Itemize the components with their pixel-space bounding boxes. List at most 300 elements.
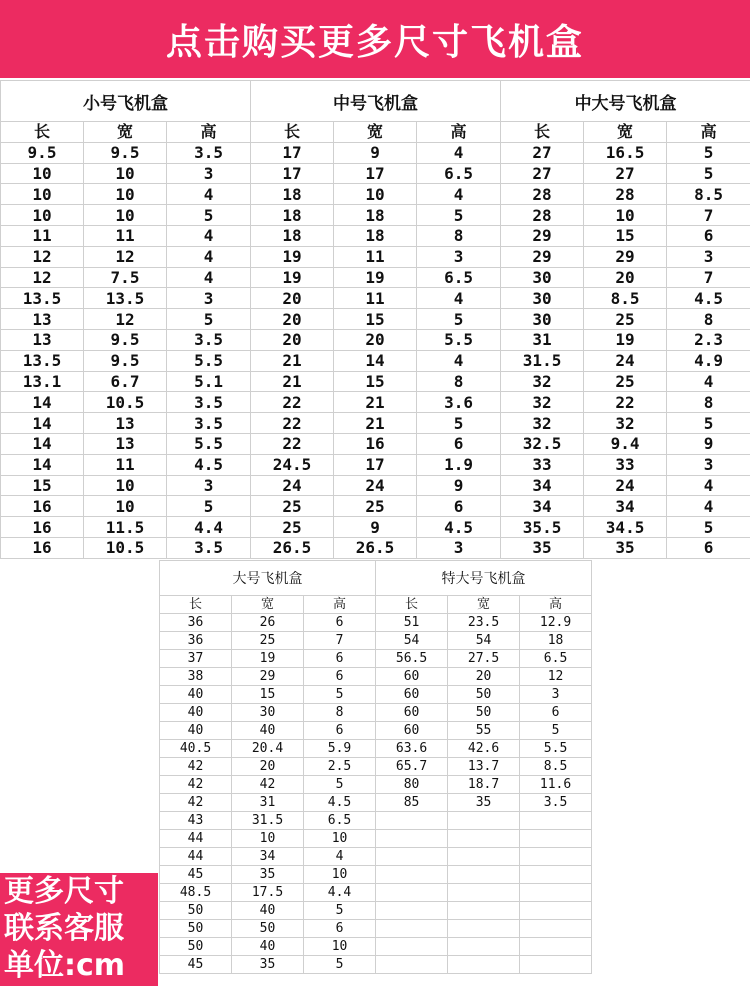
size-cell: 10 [84,184,167,205]
size-cell: 6.7 [84,371,167,392]
size-cell: 35 [232,866,304,884]
size-cell: 3.5 [167,329,251,350]
table-row [1,433,750,454]
size-cell: 32 [584,413,667,434]
size-cell: 5 [304,686,376,704]
size-cell: 4 [417,142,501,163]
size-cell: 35.5 [501,517,584,538]
size-cell: 50 [160,902,232,920]
size-cell: 4 [167,246,251,267]
size-cell: 3.5 [167,537,251,558]
size-cell: 40 [160,704,232,722]
size-cell: 34 [501,496,584,517]
size-cell: 6.5 [417,163,501,184]
size-cell: 18 [251,225,334,246]
size-cell: 60 [376,686,448,704]
size-cell: 5 [417,205,501,226]
size-cell: 11 [334,288,417,309]
table-row [160,614,592,632]
size-cell: 6.5 [520,650,592,668]
size-cell: 2.3 [667,329,750,350]
column-header: 高 [167,122,251,143]
size-cell: 10 [232,830,304,848]
size-cell: 8 [417,225,501,246]
size-cell: 4 [167,267,251,288]
size-cell: 3.5 [167,413,251,434]
size-cell: 16.5 [584,142,667,163]
size-cell: 18 [520,632,592,650]
size-cell: 17 [251,163,334,184]
size-cell: 13 [84,413,167,434]
size-cell: 54 [376,632,448,650]
size-cell: 18 [334,205,417,226]
size-cell: 5.5 [167,350,251,371]
size-cell: 44 [160,848,232,866]
size-cell: 35 [501,537,584,558]
size-cell: 9.4 [584,433,667,454]
size-cell: 30 [232,704,304,722]
size-cell [520,902,592,920]
size-cell: 26.5 [251,537,334,558]
size-cell: 25 [584,309,667,330]
size-cell: 13 [1,309,84,330]
size-cell: 5 [304,902,376,920]
size-cell: 24 [251,475,334,496]
column-header: 长 [376,596,448,614]
size-cell [448,812,520,830]
table-row [160,920,592,938]
size-cell: 42.6 [448,740,520,758]
size-cell: 25 [232,632,304,650]
size-cell: 20 [251,329,334,350]
size-cell: 40 [232,902,304,920]
group-title-small: 小号飞机盒 [1,81,251,122]
size-cell: 13.7 [448,758,520,776]
column-header: 长 [501,122,584,143]
size-cell: 15 [334,371,417,392]
size-cell: 3 [167,475,251,496]
table-row [160,848,592,866]
size-cell: 4 [167,225,251,246]
size-cell [376,812,448,830]
size-cell: 14 [1,392,84,413]
table-row [1,371,750,392]
size-cell: 12 [84,309,167,330]
size-cell: 5 [667,517,750,538]
size-cell: 17 [251,142,334,163]
size-cell: 40 [160,722,232,740]
table-row [1,225,750,246]
size-cell: 42 [232,776,304,794]
table-row [160,686,592,704]
size-cell: 30 [501,267,584,288]
table-row [160,758,592,776]
size-cell: 25 [251,517,334,538]
table-row [1,496,750,517]
size-cell: 11 [84,454,167,475]
size-cell [520,812,592,830]
size-cell: 30 [501,309,584,330]
note-line-contact: 联系客服 [4,911,124,946]
size-cell: 21 [251,371,334,392]
size-cell: 20 [584,267,667,288]
size-cell: 50 [448,704,520,722]
size-cell: 5 [167,205,251,226]
column-header: 宽 [84,122,167,143]
table-row [1,205,750,226]
size-cell [520,848,592,866]
size-cell: 50 [448,686,520,704]
table-row [1,329,750,350]
size-cell: 8 [667,392,750,413]
note-line-more-sizes: 更多尺寸 [4,874,124,909]
size-cell: 27 [584,163,667,184]
size-cell: 13 [84,433,167,454]
size-cell: 50 [160,920,232,938]
size-cell: 45 [160,866,232,884]
column-header: 高 [667,122,750,143]
size-cell: 10 [334,184,417,205]
column-header: 宽 [448,596,520,614]
size-cell: 12 [1,246,84,267]
size-cell: 3 [520,686,592,704]
size-cell: 7.5 [84,267,167,288]
group-title-extra-large: 特大号飞机盒 [376,561,592,596]
size-cell: 34.5 [584,517,667,538]
size-cell: 19 [251,267,334,288]
size-cell: 7 [667,267,750,288]
table-row [160,722,592,740]
size-cell: 16 [334,433,417,454]
size-cell: 18.7 [448,776,520,794]
size-cell: 4 [667,475,750,496]
size-cell: 4 [667,371,750,392]
size-cell: 3 [167,163,251,184]
size-cell: 18 [251,184,334,205]
size-cell: 9.5 [84,350,167,371]
size-cell: 50 [232,920,304,938]
table-row [1,454,750,475]
column-header: 长 [251,122,334,143]
size-cell: 60 [376,704,448,722]
size-cell: 16 [1,517,84,538]
size-cell: 26.5 [334,537,417,558]
size-cell: 6 [667,537,750,558]
size-cell: 31.5 [232,812,304,830]
column-header: 高 [417,122,501,143]
size-table-top [0,80,750,559]
table-row [160,632,592,650]
table-row [160,704,592,722]
group-title-medium: 中号飞机盒 [251,81,501,122]
column-header: 长 [160,596,232,614]
size-cell: 22 [584,392,667,413]
size-cell: 36 [160,632,232,650]
size-cell: 4 [417,184,501,205]
size-cell: 10 [1,163,84,184]
size-cell: 13.1 [1,371,84,392]
table-row [160,866,592,884]
size-cell: 4.4 [167,517,251,538]
size-cell [448,902,520,920]
size-cell [520,884,592,902]
size-cell: 20 [251,309,334,330]
size-cell: 35 [584,537,667,558]
size-cell: 60 [376,722,448,740]
size-cell: 29 [501,225,584,246]
size-cell: 5.9 [304,740,376,758]
size-cell: 24 [334,475,417,496]
size-cell: 4.9 [667,350,750,371]
size-cell: 19 [584,329,667,350]
size-cell: 56.5 [376,650,448,668]
table-row [1,246,750,267]
table-row [160,668,592,686]
size-cell: 3.5 [167,142,251,163]
column-header: 宽 [584,122,667,143]
size-cell: 4 [417,350,501,371]
size-cell: 5.1 [167,371,251,392]
size-cell: 15 [1,475,84,496]
size-cell: 1.9 [417,454,501,475]
table-row [1,163,750,184]
size-cell: 12.9 [520,614,592,632]
size-cell [376,866,448,884]
size-cell: 9.5 [1,142,84,163]
table-row [160,740,592,758]
size-cell: 5 [167,496,251,517]
size-cell: 5 [304,956,376,974]
size-cell: 32 [501,392,584,413]
size-cell: 21 [251,350,334,371]
size-cell: 5 [417,413,501,434]
size-cell: 37 [160,650,232,668]
size-cell: 10 [84,496,167,517]
size-cell: 29 [584,246,667,267]
size-cell: 8 [417,371,501,392]
table-row [1,309,750,330]
size-cell: 10.5 [84,537,167,558]
size-cell: 16 [1,496,84,517]
size-cell: 6.5 [304,812,376,830]
table-row [160,812,592,830]
size-cell: 9 [417,475,501,496]
size-cell: 20.4 [232,740,304,758]
size-cell: 4 [167,184,251,205]
size-cell: 28 [501,184,584,205]
size-cell: 17.5 [232,884,304,902]
size-cell: 32 [501,413,584,434]
table-row [1,475,750,496]
size-cell: 5 [667,413,750,434]
table-row [160,650,592,668]
size-cell: 18 [251,205,334,226]
size-cell: 85 [376,794,448,812]
size-cell: 2.5 [304,758,376,776]
size-cell: 25 [584,371,667,392]
size-cell [376,830,448,848]
size-cell: 34 [501,475,584,496]
size-cell: 19 [334,267,417,288]
size-cell: 6 [304,650,376,668]
table-row [160,938,592,956]
size-cell: 40 [232,938,304,956]
size-cell: 11 [1,225,84,246]
size-cell: 24 [584,475,667,496]
size-cell: 29 [501,246,584,267]
size-cell: 10 [584,205,667,226]
table-row [160,902,592,920]
size-cell: 10 [1,184,84,205]
column-header: 宽 [334,122,417,143]
table-row [1,537,750,558]
size-cell: 3.5 [520,794,592,812]
size-cell [520,920,592,938]
size-cell [448,866,520,884]
size-cell: 17 [334,163,417,184]
size-cell: 9.5 [84,329,167,350]
size-cell: 9 [667,433,750,454]
size-table-bottom [159,560,592,974]
size-cell: 26 [232,614,304,632]
size-cell: 15 [232,686,304,704]
size-cell [376,956,448,974]
size-cell: 3 [167,288,251,309]
size-cell: 3 [417,246,501,267]
size-cell: 12 [84,246,167,267]
size-cell: 6 [304,920,376,938]
table-row [160,794,592,812]
size-cell: 40.5 [160,740,232,758]
size-cell: 10 [84,205,167,226]
size-cell: 25 [251,496,334,517]
size-cell [376,884,448,902]
size-cell: 14 [334,350,417,371]
size-cell: 11.5 [84,517,167,538]
table-row [1,413,750,434]
size-cell: 10 [84,475,167,496]
size-cell: 23.5 [448,614,520,632]
banner-title[interactable]: 点击购买更多尺寸飞机盒 [0,0,750,78]
table-row [160,956,592,974]
size-cell: 15 [334,309,417,330]
size-cell: 50 [160,938,232,956]
size-cell: 3.5 [167,392,251,413]
size-cell: 35 [448,794,520,812]
size-cell: 21 [334,392,417,413]
size-cell: 40 [160,686,232,704]
table-row [1,392,750,413]
size-cell [448,956,520,974]
size-cell: 34 [584,496,667,517]
size-cell: 65.7 [376,758,448,776]
size-cell: 22 [251,392,334,413]
size-cell: 4 [667,496,750,517]
size-cell [520,866,592,884]
size-cell: 10 [84,163,167,184]
size-cell: 42 [160,794,232,812]
column-header: 长 [1,122,84,143]
table-row [160,776,592,794]
size-cell [448,920,520,938]
table-row [1,142,750,163]
size-cell: 6 [304,668,376,686]
size-cell: 27 [501,142,584,163]
size-cell: 4 [417,288,501,309]
size-cell: 27 [501,163,584,184]
size-cell: 29 [232,668,304,686]
table-row [1,184,750,205]
size-cell: 28 [501,205,584,226]
size-cell: 12 [1,267,84,288]
size-cell: 48.5 [160,884,232,902]
contact-note[interactable] [0,873,158,986]
size-cell: 5 [667,142,750,163]
size-cell: 14 [1,454,84,475]
size-cell: 17 [334,454,417,475]
size-cell: 7 [304,632,376,650]
size-cell: 10 [304,938,376,956]
size-cell: 10 [304,830,376,848]
size-cell: 51 [376,614,448,632]
size-cell: 10 [304,866,376,884]
size-cell: 40 [232,722,304,740]
size-cell: 27.5 [448,650,520,668]
size-cell: 5 [417,309,501,330]
size-cell [520,938,592,956]
size-cell: 20 [251,288,334,309]
size-cell [376,938,448,956]
size-cell: 9.5 [84,142,167,163]
size-cell: 5 [167,309,251,330]
size-cell [376,920,448,938]
size-cell: 8.5 [667,184,750,205]
size-cell: 4.5 [167,454,251,475]
size-cell: 5 [667,163,750,184]
size-cell [448,884,520,902]
size-cell: 18 [334,225,417,246]
size-cell: 6 [417,496,501,517]
size-cell: 6 [304,614,376,632]
size-cell [520,956,592,974]
size-cell: 45 [160,956,232,974]
size-cell: 43 [160,812,232,830]
size-cell: 14 [1,413,84,434]
size-cell: 5 [304,776,376,794]
size-cell: 13.5 [84,288,167,309]
size-cell: 42 [160,776,232,794]
size-cell: 20 [232,758,304,776]
size-cell: 6 [667,225,750,246]
size-cell: 25 [334,496,417,517]
size-cell: 3 [667,246,750,267]
size-cell: 31 [232,794,304,812]
table-row [1,350,750,371]
size-cell: 32 [501,371,584,392]
size-cell [448,848,520,866]
size-cell: 9 [334,517,417,538]
size-cell: 4 [304,848,376,866]
size-cell: 5.5 [417,329,501,350]
size-cell: 5 [520,722,592,740]
size-cell: 11 [334,246,417,267]
size-cell: 13 [1,329,84,350]
size-cell: 24.5 [251,454,334,475]
size-cell: 11 [84,225,167,246]
size-cell: 3 [667,454,750,475]
size-cell: 28 [584,184,667,205]
size-cell: 12 [520,668,592,686]
